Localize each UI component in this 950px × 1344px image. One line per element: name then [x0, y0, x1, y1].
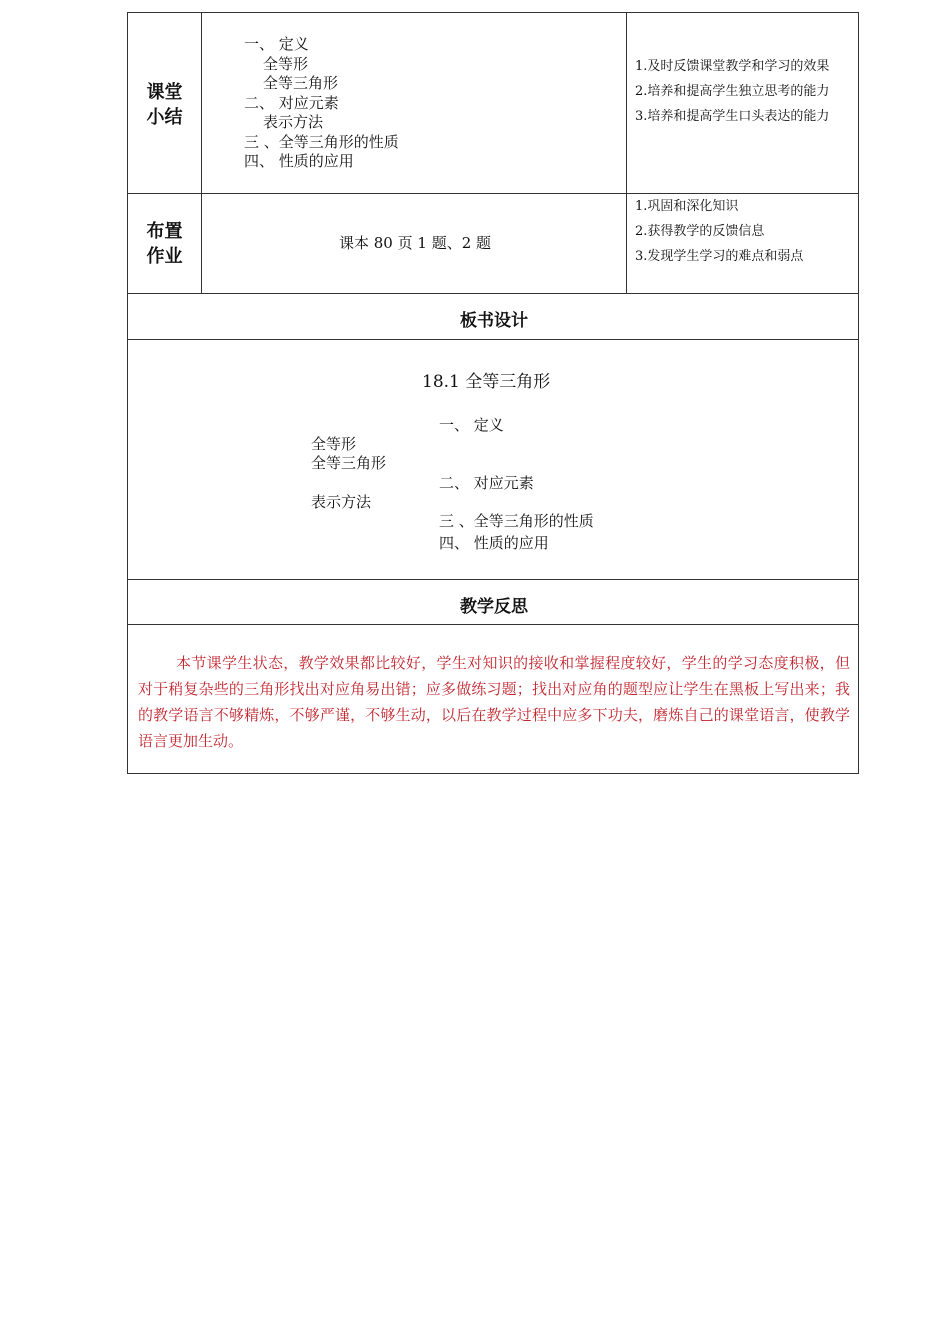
summary-line: 全等三角形	[263, 74, 339, 92]
board-item-right: 一、 定义	[439, 416, 504, 434]
board-item-right: 三 、全等三角形的性质	[439, 512, 594, 530]
row-divider	[128, 579, 858, 580]
homework-goal: 2.获得教学的反馈信息	[635, 224, 765, 239]
summary-label-line: 小结	[146, 107, 183, 128]
summary-line: 一、 定义	[244, 35, 309, 53]
summary-label-line: 课堂	[146, 82, 183, 103]
summary-goal: 3.培养和提高学生口头表达的能力	[635, 109, 830, 124]
board-title: 18.1 全等三角形	[422, 372, 551, 392]
board-heading: 板书设计	[460, 311, 528, 331]
summary-line: 全等形	[263, 54, 309, 73]
row-divider	[128, 339, 858, 340]
board-item-left: 全等形	[311, 435, 357, 453]
board-item-right: 二、 对应元素	[439, 474, 534, 492]
board-item-left: 表示方法	[311, 493, 372, 511]
summary-goal: 2.培养和提高学生独立思考的能力	[635, 84, 830, 99]
summary-label	[128, 80, 201, 130]
reflection-heading: 教学反思	[460, 597, 528, 617]
summary-goal: 1.及时反馈课堂教学和学习的效果	[635, 59, 830, 74]
homework-goals	[635, 194, 803, 269]
board-item-right: 四、 性质的应用	[439, 534, 549, 552]
board-item-left: 全等三角形	[311, 454, 387, 472]
homework-label	[128, 219, 201, 269]
column-divider-left	[201, 13, 202, 293]
summary-line: 四、 性质的应用	[244, 152, 354, 170]
homework-goal: 3.发现学生学习的难点和弱点	[635, 249, 804, 264]
homework-goal: 1.巩固和深化知识	[635, 199, 739, 214]
column-divider-right	[626, 13, 627, 293]
reflection-text: 本节课学生状态，教学效果都比较好，学生对知识的接收和掌握程度较好，学生的学习态度积极，但对于稍复杂些的三角形找出对应角易出错；应多做练习题；找出对应角的题型应让学生在黑板上写出来；我的教学语言不够精炼，不够严谨，不够生动，以后在教学过程中应多下功夫，磨炼自己的课堂语言，使教学语言更加生动。	[138, 654, 850, 750]
homework-content: 课本 80 页 1 题、2 题	[339, 234, 492, 252]
row-divider	[128, 293, 858, 294]
summary-goals	[635, 54, 829, 129]
lesson-plan-table	[127, 12, 859, 774]
homework-label-line: 作业	[146, 246, 183, 267]
summary-content	[244, 35, 399, 172]
summary-line: 表示方法	[263, 113, 324, 131]
summary-line: 三 、全等三角形的性质	[244, 132, 399, 151]
row-divider	[128, 624, 858, 625]
summary-line: 二、 对应元素	[244, 93, 339, 112]
homework-label-line: 布置	[146, 221, 183, 242]
